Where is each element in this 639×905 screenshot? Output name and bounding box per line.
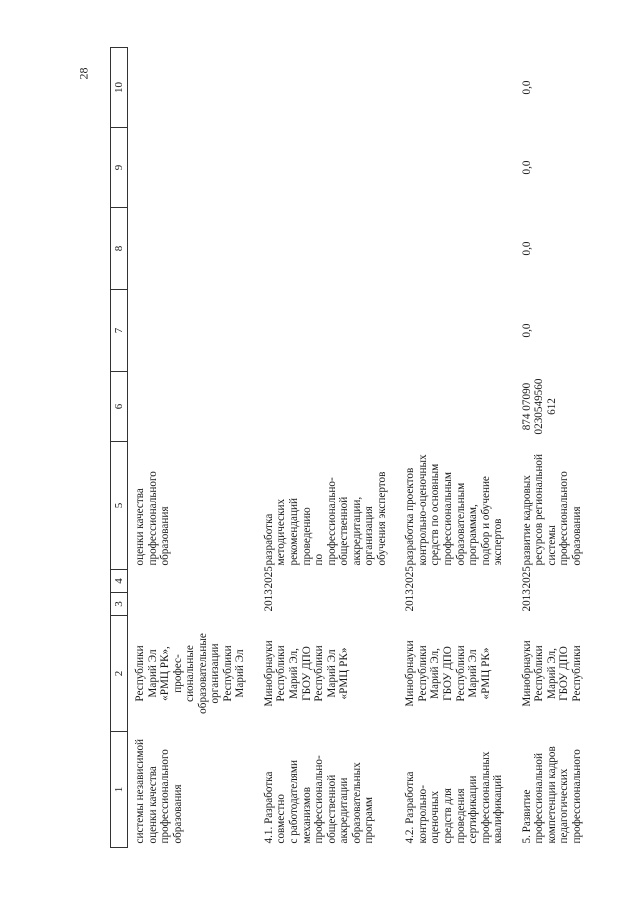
- table-row: [257, 48, 398, 848]
- cell-activity: 4.1. Разработка совместно с работодателями механизмов профессионально- общественной аккредитации образовательных программ: [262, 755, 376, 844]
- cell-value-7: [257, 290, 398, 372]
- cell-start-year: [128, 593, 257, 616]
- cell-end-year: 2025: [262, 566, 275, 589]
- cell-start-year: 2013: [404, 589, 417, 612]
- header-col-9: 9: [111, 128, 128, 208]
- cell-budget-code: 874 07090 0230549560 612: [520, 378, 558, 435]
- cell-value-9: [257, 128, 398, 208]
- cell-value-8: 0,0: [520, 241, 533, 256]
- cell-value-8: [398, 208, 514, 290]
- cell-value-10: [398, 48, 514, 128]
- cell-value-7: 0,0: [520, 323, 533, 338]
- cell-value-7: [398, 290, 514, 372]
- header-col-3: 3: [111, 593, 128, 616]
- cell-value-10: [128, 48, 257, 128]
- cell-start-year: 2013: [520, 589, 533, 612]
- cell-end-year: [128, 570, 257, 593]
- header-row: [111, 48, 128, 848]
- cell-value-10: 0,0: [520, 80, 533, 95]
- cell-budget-code: [257, 372, 398, 442]
- cell-value-9: [398, 128, 514, 208]
- cell-budget-code: [128, 372, 257, 442]
- cell-result: разработка методических рекомендаций проведению по профессионально- общественной аккредитации, организация обучения экспертов: [262, 471, 388, 566]
- program-table-sheet: [110, 48, 583, 848]
- cell-start-year: 2013: [262, 589, 275, 612]
- cell-value-9: [128, 128, 257, 208]
- header-col-7: 7: [111, 290, 128, 372]
- cell-end-year: 2025: [520, 566, 533, 589]
- cell-value-9: 0,0: [520, 160, 533, 175]
- header-col-4: 4: [111, 570, 128, 593]
- header-col-2: 2: [111, 616, 128, 732]
- table-row: [515, 48, 594, 848]
- cell-activity: системы независимой оценки качества профессионального образования: [134, 738, 184, 844]
- cell-result: разработка проектов контрольно-оценочных средств по основным профессиональным образовательным программам, подбор и обучение экспертов: [404, 454, 505, 566]
- cell-activity: 4.2. Разработка контрольно-оценочных средств для проведения сертификации профессиональных квалификаций: [404, 751, 505, 844]
- cell-value-8: [128, 208, 257, 290]
- header-col-10: 10: [111, 48, 128, 128]
- header-col-6: 6: [111, 372, 128, 442]
- cell-result: оценки качества профессионального образования: [134, 471, 172, 566]
- table-row: [128, 48, 257, 848]
- header-col-8: 8: [111, 208, 128, 290]
- program-table: [110, 47, 594, 848]
- cell-activity: 5. Развитие профессиональной компетенции кадров педагогических профессионального: [520, 746, 583, 844]
- header-col-1: 1: [111, 732, 128, 848]
- cell-executor: Минобрнауки Республики Марий Эл, ГБОУ ДПО Республики Марий Эл «РМЦ РК»: [404, 640, 492, 707]
- cell-executor: Минобрнауки Республики Марий Эл, ГБОУ ДПО Республики Марий Эл «РМЦ РК»: [262, 640, 351, 707]
- table-row: [398, 48, 514, 848]
- cell-end-year: 2025: [404, 566, 417, 589]
- cell-executor: Республики Марий Эл «РМЦ РК», профес- сиональные образовательные организации Республики Марий Эл: [134, 633, 247, 714]
- cell-value-8: [257, 208, 398, 290]
- page-number: 28: [76, 67, 91, 80]
- cell-executor: Минобрнауки Республики Марий Эл, ГБОУ ДПО Республики: [520, 640, 583, 707]
- header-col-5: 5: [111, 442, 128, 570]
- cell-budget-code: [398, 372, 514, 442]
- cell-result: развитие кадровых ресурсов региональной системы профессионального образования: [520, 453, 583, 566]
- cell-value-10: [257, 48, 398, 128]
- cell-value-7: [128, 290, 257, 372]
